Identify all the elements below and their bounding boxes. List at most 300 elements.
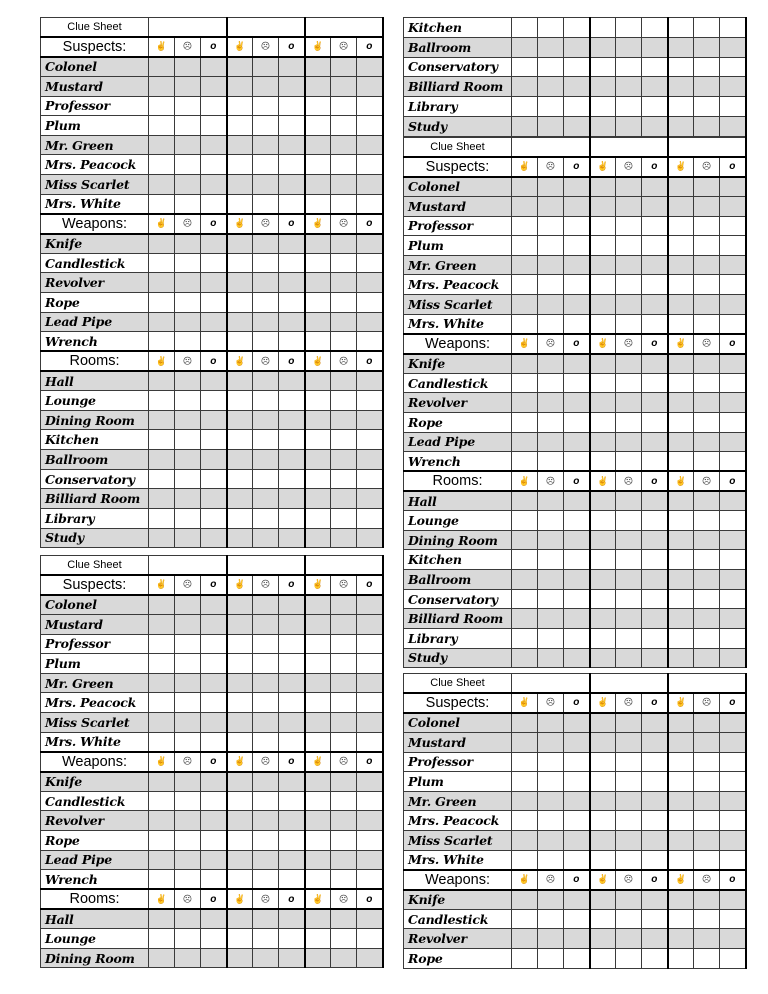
mark-cell[interactable] [175,371,201,391]
mark-cell[interactable] [279,469,305,489]
mark-cell[interactable] [590,909,616,929]
mark-cell[interactable] [357,772,383,792]
player-name-cell[interactable] [227,18,305,38]
mark-cell[interactable] [279,234,305,254]
mark-cell[interactable] [201,410,227,430]
mark-cell[interactable] [253,772,279,792]
mark-cell[interactable] [642,909,668,929]
mark-cell[interactable] [149,811,175,831]
mark-cell[interactable] [331,234,357,254]
mark-cell[interactable] [538,77,564,97]
mark-cell[interactable] [538,609,564,629]
mark-cell[interactable] [668,890,694,910]
mark-cell[interactable] [357,830,383,850]
mark-cell[interactable] [642,177,668,197]
mark-cell[interactable] [590,236,616,256]
mark-cell[interactable] [590,831,616,851]
mark-cell[interactable] [175,410,201,430]
mark-cell[interactable] [512,811,538,831]
mark-cell[interactable] [357,312,383,332]
mark-cell[interactable] [512,948,538,968]
mark-cell[interactable] [253,430,279,450]
mark-cell[interactable] [616,452,642,472]
mark-cell[interactable] [694,77,720,97]
mark-cell[interactable] [227,673,253,693]
mark-cell[interactable] [538,37,564,57]
mark-cell[interactable] [720,948,746,968]
mark-cell[interactable] [564,314,590,334]
mark-cell[interactable] [305,273,331,293]
mark-cell[interactable] [512,589,538,609]
mark-cell[interactable] [279,830,305,850]
mark-cell[interactable] [694,354,720,374]
mark-cell[interactable] [668,393,694,413]
mark-cell[interactable] [149,194,175,214]
mark-cell[interactable] [305,371,331,391]
mark-cell[interactable] [564,530,590,550]
mark-cell[interactable] [616,255,642,275]
mark-cell[interactable] [590,314,616,334]
mark-cell[interactable] [694,412,720,432]
mark-cell[interactable] [694,236,720,256]
mark-cell[interactable] [668,432,694,452]
mark-cell[interactable] [538,236,564,256]
mark-cell[interactable] [720,393,746,413]
mark-cell[interactable] [642,255,668,275]
mark-cell[interactable] [564,432,590,452]
mark-cell[interactable] [253,673,279,693]
mark-cell[interactable] [590,850,616,870]
mark-cell[interactable] [149,273,175,293]
mark-cell[interactable] [668,713,694,733]
mark-cell[interactable] [279,614,305,634]
mark-cell[interactable] [227,96,253,116]
mark-cell[interactable] [668,609,694,629]
mark-cell[interactable] [642,811,668,831]
mark-cell[interactable] [512,295,538,315]
mark-cell[interactable] [720,116,746,136]
mark-cell[interactable] [253,870,279,890]
mark-cell[interactable] [538,752,564,772]
mark-cell[interactable] [694,116,720,136]
mark-cell[interactable] [305,791,331,811]
mark-cell[interactable] [279,528,305,548]
mark-cell[interactable] [590,550,616,570]
mark-cell[interactable] [538,412,564,432]
mark-cell[interactable] [331,312,357,332]
mark-cell[interactable] [279,410,305,430]
mark-cell[interactable] [253,155,279,175]
mark-cell[interactable] [149,155,175,175]
mark-cell[interactable] [720,57,746,77]
mark-cell[interactable] [616,550,642,570]
mark-cell[interactable] [512,713,538,733]
mark-cell[interactable] [331,811,357,831]
mark-cell[interactable] [175,155,201,175]
mark-cell[interactable] [538,772,564,792]
mark-cell[interactable] [331,772,357,792]
mark-cell[interactable] [253,693,279,713]
mark-cell[interactable] [331,96,357,116]
mark-cell[interactable] [253,76,279,96]
mark-cell[interactable] [227,273,253,293]
mark-cell[interactable] [538,570,564,590]
mark-cell[interactable] [149,791,175,811]
mark-cell[interactable] [201,909,227,929]
mark-cell[interactable] [175,595,201,615]
mark-cell[interactable] [694,314,720,334]
mark-cell[interactable] [512,890,538,910]
mark-cell[interactable] [357,673,383,693]
mark-cell[interactable] [642,550,668,570]
mark-cell[interactable] [668,570,694,590]
mark-cell[interactable] [175,614,201,634]
mark-cell[interactable] [616,393,642,413]
mark-cell[interactable] [175,830,201,850]
mark-cell[interactable] [201,830,227,850]
mark-cell[interactable] [538,216,564,236]
mark-cell[interactable] [694,432,720,452]
mark-cell[interactable] [175,135,201,155]
mark-cell[interactable] [201,732,227,752]
mark-cell[interactable] [668,116,694,136]
mark-cell[interactable] [564,97,590,117]
mark-cell[interactable] [616,648,642,668]
mark-cell[interactable] [305,430,331,450]
mark-cell[interactable] [642,713,668,733]
mark-cell[interactable] [305,135,331,155]
mark-cell[interactable] [694,37,720,57]
mark-cell[interactable] [512,929,538,949]
mark-cell[interactable] [616,530,642,550]
mark-cell[interactable] [253,135,279,155]
mark-cell[interactable] [642,236,668,256]
mark-cell[interactable] [720,177,746,197]
mark-cell[interactable] [538,97,564,117]
mark-cell[interactable] [201,292,227,312]
mark-cell[interactable] [512,37,538,57]
mark-cell[interactable] [279,850,305,870]
mark-cell[interactable] [227,528,253,548]
mark-cell[interactable] [331,273,357,293]
mark-cell[interactable] [590,890,616,910]
mark-cell[interactable] [331,175,357,195]
mark-cell[interactable] [694,530,720,550]
mark-cell[interactable] [668,648,694,668]
mark-cell[interactable] [590,177,616,197]
player-name-cell[interactable] [149,556,227,576]
mark-cell[interactable] [564,752,590,772]
mark-cell[interactable] [720,629,746,649]
mark-cell[interactable] [642,772,668,792]
mark-cell[interactable] [590,432,616,452]
mark-cell[interactable] [357,76,383,96]
mark-cell[interactable] [642,890,668,910]
mark-cell[interactable] [694,491,720,511]
mark-cell[interactable] [331,528,357,548]
mark-cell[interactable] [305,830,331,850]
mark-cell[interactable] [720,570,746,590]
mark-cell[interactable] [694,772,720,792]
mark-cell[interactable] [512,491,538,511]
mark-cell[interactable] [720,831,746,851]
mark-cell[interactable] [149,634,175,654]
mark-cell[interactable] [538,393,564,413]
mark-cell[interactable] [227,614,253,634]
mark-cell[interactable] [305,76,331,96]
mark-cell[interactable] [720,77,746,97]
mark-cell[interactable] [616,354,642,374]
mark-cell[interactable] [175,76,201,96]
mark-cell[interactable] [720,97,746,117]
mark-cell[interactable] [331,673,357,693]
mark-cell[interactable] [357,253,383,273]
mark-cell[interactable] [590,255,616,275]
mark-cell[interactable] [564,589,590,609]
mark-cell[interactable] [564,77,590,97]
mark-cell[interactable] [590,791,616,811]
mark-cell[interactable] [149,116,175,136]
mark-cell[interactable] [357,811,383,831]
mark-cell[interactable] [720,196,746,216]
mark-cell[interactable] [331,713,357,733]
player-name-cell[interactable] [305,18,383,38]
mark-cell[interactable] [253,634,279,654]
mark-cell[interactable] [668,196,694,216]
mark-cell[interactable] [668,452,694,472]
mark-cell[interactable] [668,314,694,334]
mark-cell[interactable] [694,57,720,77]
mark-cell[interactable] [201,332,227,352]
mark-cell[interactable] [538,57,564,77]
mark-cell[interactable] [305,948,331,968]
mark-cell[interactable] [616,491,642,511]
mark-cell[interactable] [305,870,331,890]
mark-cell[interactable] [149,469,175,489]
mark-cell[interactable] [616,570,642,590]
mark-cell[interactable] [253,909,279,929]
mark-cell[interactable] [305,929,331,949]
mark-cell[interactable] [149,830,175,850]
mark-cell[interactable] [175,509,201,529]
mark-cell[interactable] [642,511,668,531]
mark-cell[interactable] [331,410,357,430]
mark-cell[interactable] [149,391,175,411]
mark-cell[interactable] [668,216,694,236]
mark-cell[interactable] [668,909,694,929]
mark-cell[interactable] [253,312,279,332]
mark-cell[interactable] [175,713,201,733]
mark-cell[interactable] [642,791,668,811]
mark-cell[interactable] [253,509,279,529]
mark-cell[interactable] [331,614,357,634]
mark-cell[interactable] [564,412,590,432]
mark-cell[interactable] [590,772,616,792]
mark-cell[interactable] [149,450,175,470]
mark-cell[interactable] [357,292,383,312]
mark-cell[interactable] [720,890,746,910]
mark-cell[interactable] [590,511,616,531]
mark-cell[interactable] [201,234,227,254]
mark-cell[interactable] [357,634,383,654]
mark-cell[interactable] [331,654,357,674]
mark-cell[interactable] [512,412,538,432]
mark-cell[interactable] [720,511,746,531]
mark-cell[interactable] [720,772,746,792]
mark-cell[interactable] [149,870,175,890]
mark-cell[interactable] [564,890,590,910]
mark-cell[interactable] [279,175,305,195]
mark-cell[interactable] [357,391,383,411]
mark-cell[interactable] [175,673,201,693]
mark-cell[interactable] [305,332,331,352]
mark-cell[interactable] [201,634,227,654]
mark-cell[interactable] [512,550,538,570]
mark-cell[interactable] [331,850,357,870]
mark-cell[interactable] [720,412,746,432]
mark-cell[interactable] [668,354,694,374]
mark-cell[interactable] [279,96,305,116]
mark-cell[interactable] [564,196,590,216]
mark-cell[interactable] [512,452,538,472]
mark-cell[interactable] [694,452,720,472]
mark-cell[interactable] [590,589,616,609]
mark-cell[interactable] [616,275,642,295]
mark-cell[interactable] [590,295,616,315]
mark-cell[interactable] [512,609,538,629]
mark-cell[interactable] [201,312,227,332]
mark-cell[interactable] [616,57,642,77]
mark-cell[interactable] [175,693,201,713]
mark-cell[interactable] [642,354,668,374]
mark-cell[interactable] [694,177,720,197]
mark-cell[interactable] [279,391,305,411]
mark-cell[interactable] [279,929,305,949]
mark-cell[interactable] [512,275,538,295]
player-name-cell[interactable] [227,556,305,576]
mark-cell[interactable] [279,76,305,96]
mark-cell[interactable] [175,791,201,811]
mark-cell[interactable] [201,76,227,96]
mark-cell[interactable] [331,430,357,450]
mark-cell[interactable] [175,116,201,136]
mark-cell[interactable] [149,909,175,929]
mark-cell[interactable] [590,77,616,97]
mark-cell[interactable] [331,292,357,312]
mark-cell[interactable] [590,530,616,550]
mark-cell[interactable] [694,831,720,851]
mark-cell[interactable] [331,135,357,155]
mark-cell[interactable] [253,614,279,634]
mark-cell[interactable] [564,850,590,870]
mark-cell[interactable] [279,713,305,733]
mark-cell[interactable] [512,57,538,77]
mark-cell[interactable] [357,96,383,116]
mark-cell[interactable] [175,234,201,254]
mark-cell[interactable] [279,194,305,214]
mark-cell[interactable] [201,673,227,693]
mark-cell[interactable] [253,791,279,811]
mark-cell[interactable] [149,929,175,949]
mark-cell[interactable] [357,332,383,352]
mark-cell[interactable] [227,654,253,674]
mark-cell[interactable] [538,255,564,275]
mark-cell[interactable] [616,589,642,609]
mark-cell[interactable] [201,155,227,175]
mark-cell[interactable] [720,432,746,452]
mark-cell[interactable] [279,634,305,654]
mark-cell[interactable] [305,909,331,929]
mark-cell[interactable] [642,216,668,236]
mark-cell[interactable] [512,354,538,374]
mark-cell[interactable] [175,273,201,293]
mark-cell[interactable] [642,116,668,136]
mark-cell[interactable] [538,530,564,550]
mark-cell[interactable] [305,292,331,312]
mark-cell[interactable] [590,929,616,949]
mark-cell[interactable] [149,253,175,273]
mark-cell[interactable] [538,811,564,831]
mark-cell[interactable] [720,791,746,811]
mark-cell[interactable] [694,791,720,811]
mark-cell[interactable] [616,236,642,256]
mark-cell[interactable] [175,948,201,968]
mark-cell[interactable] [590,713,616,733]
mark-cell[interactable] [616,609,642,629]
mark-cell[interactable] [512,732,538,752]
mark-cell[interactable] [564,491,590,511]
mark-cell[interactable] [227,332,253,352]
mark-cell[interactable] [149,57,175,77]
mark-cell[interactable] [253,830,279,850]
mark-cell[interactable] [720,929,746,949]
mark-cell[interactable] [720,452,746,472]
mark-cell[interactable] [694,909,720,929]
mark-cell[interactable] [149,772,175,792]
mark-cell[interactable] [616,732,642,752]
mark-cell[interactable] [616,196,642,216]
mark-cell[interactable] [305,450,331,470]
mark-cell[interactable] [642,589,668,609]
mark-cell[interactable] [668,550,694,570]
mark-cell[interactable] [694,948,720,968]
mark-cell[interactable] [305,469,331,489]
mark-cell[interactable] [305,116,331,136]
mark-cell[interactable] [305,693,331,713]
mark-cell[interactable] [538,295,564,315]
mark-cell[interactable] [357,870,383,890]
mark-cell[interactable] [279,371,305,391]
mark-cell[interactable] [357,194,383,214]
mark-cell[interactable] [512,772,538,792]
mark-cell[interactable] [279,450,305,470]
mark-cell[interactable] [253,253,279,273]
mark-cell[interactable] [694,97,720,117]
mark-cell[interactable] [227,634,253,654]
player-name-cell[interactable] [668,674,746,694]
mark-cell[interactable] [253,811,279,831]
mark-cell[interactable] [694,609,720,629]
mark-cell[interactable] [357,371,383,391]
mark-cell[interactable] [512,116,538,136]
mark-cell[interactable] [357,509,383,529]
mark-cell[interactable] [564,570,590,590]
mark-cell[interactable] [149,332,175,352]
mark-cell[interactable] [357,234,383,254]
mark-cell[interactable] [305,155,331,175]
mark-cell[interactable] [564,393,590,413]
mark-cell[interactable] [227,76,253,96]
